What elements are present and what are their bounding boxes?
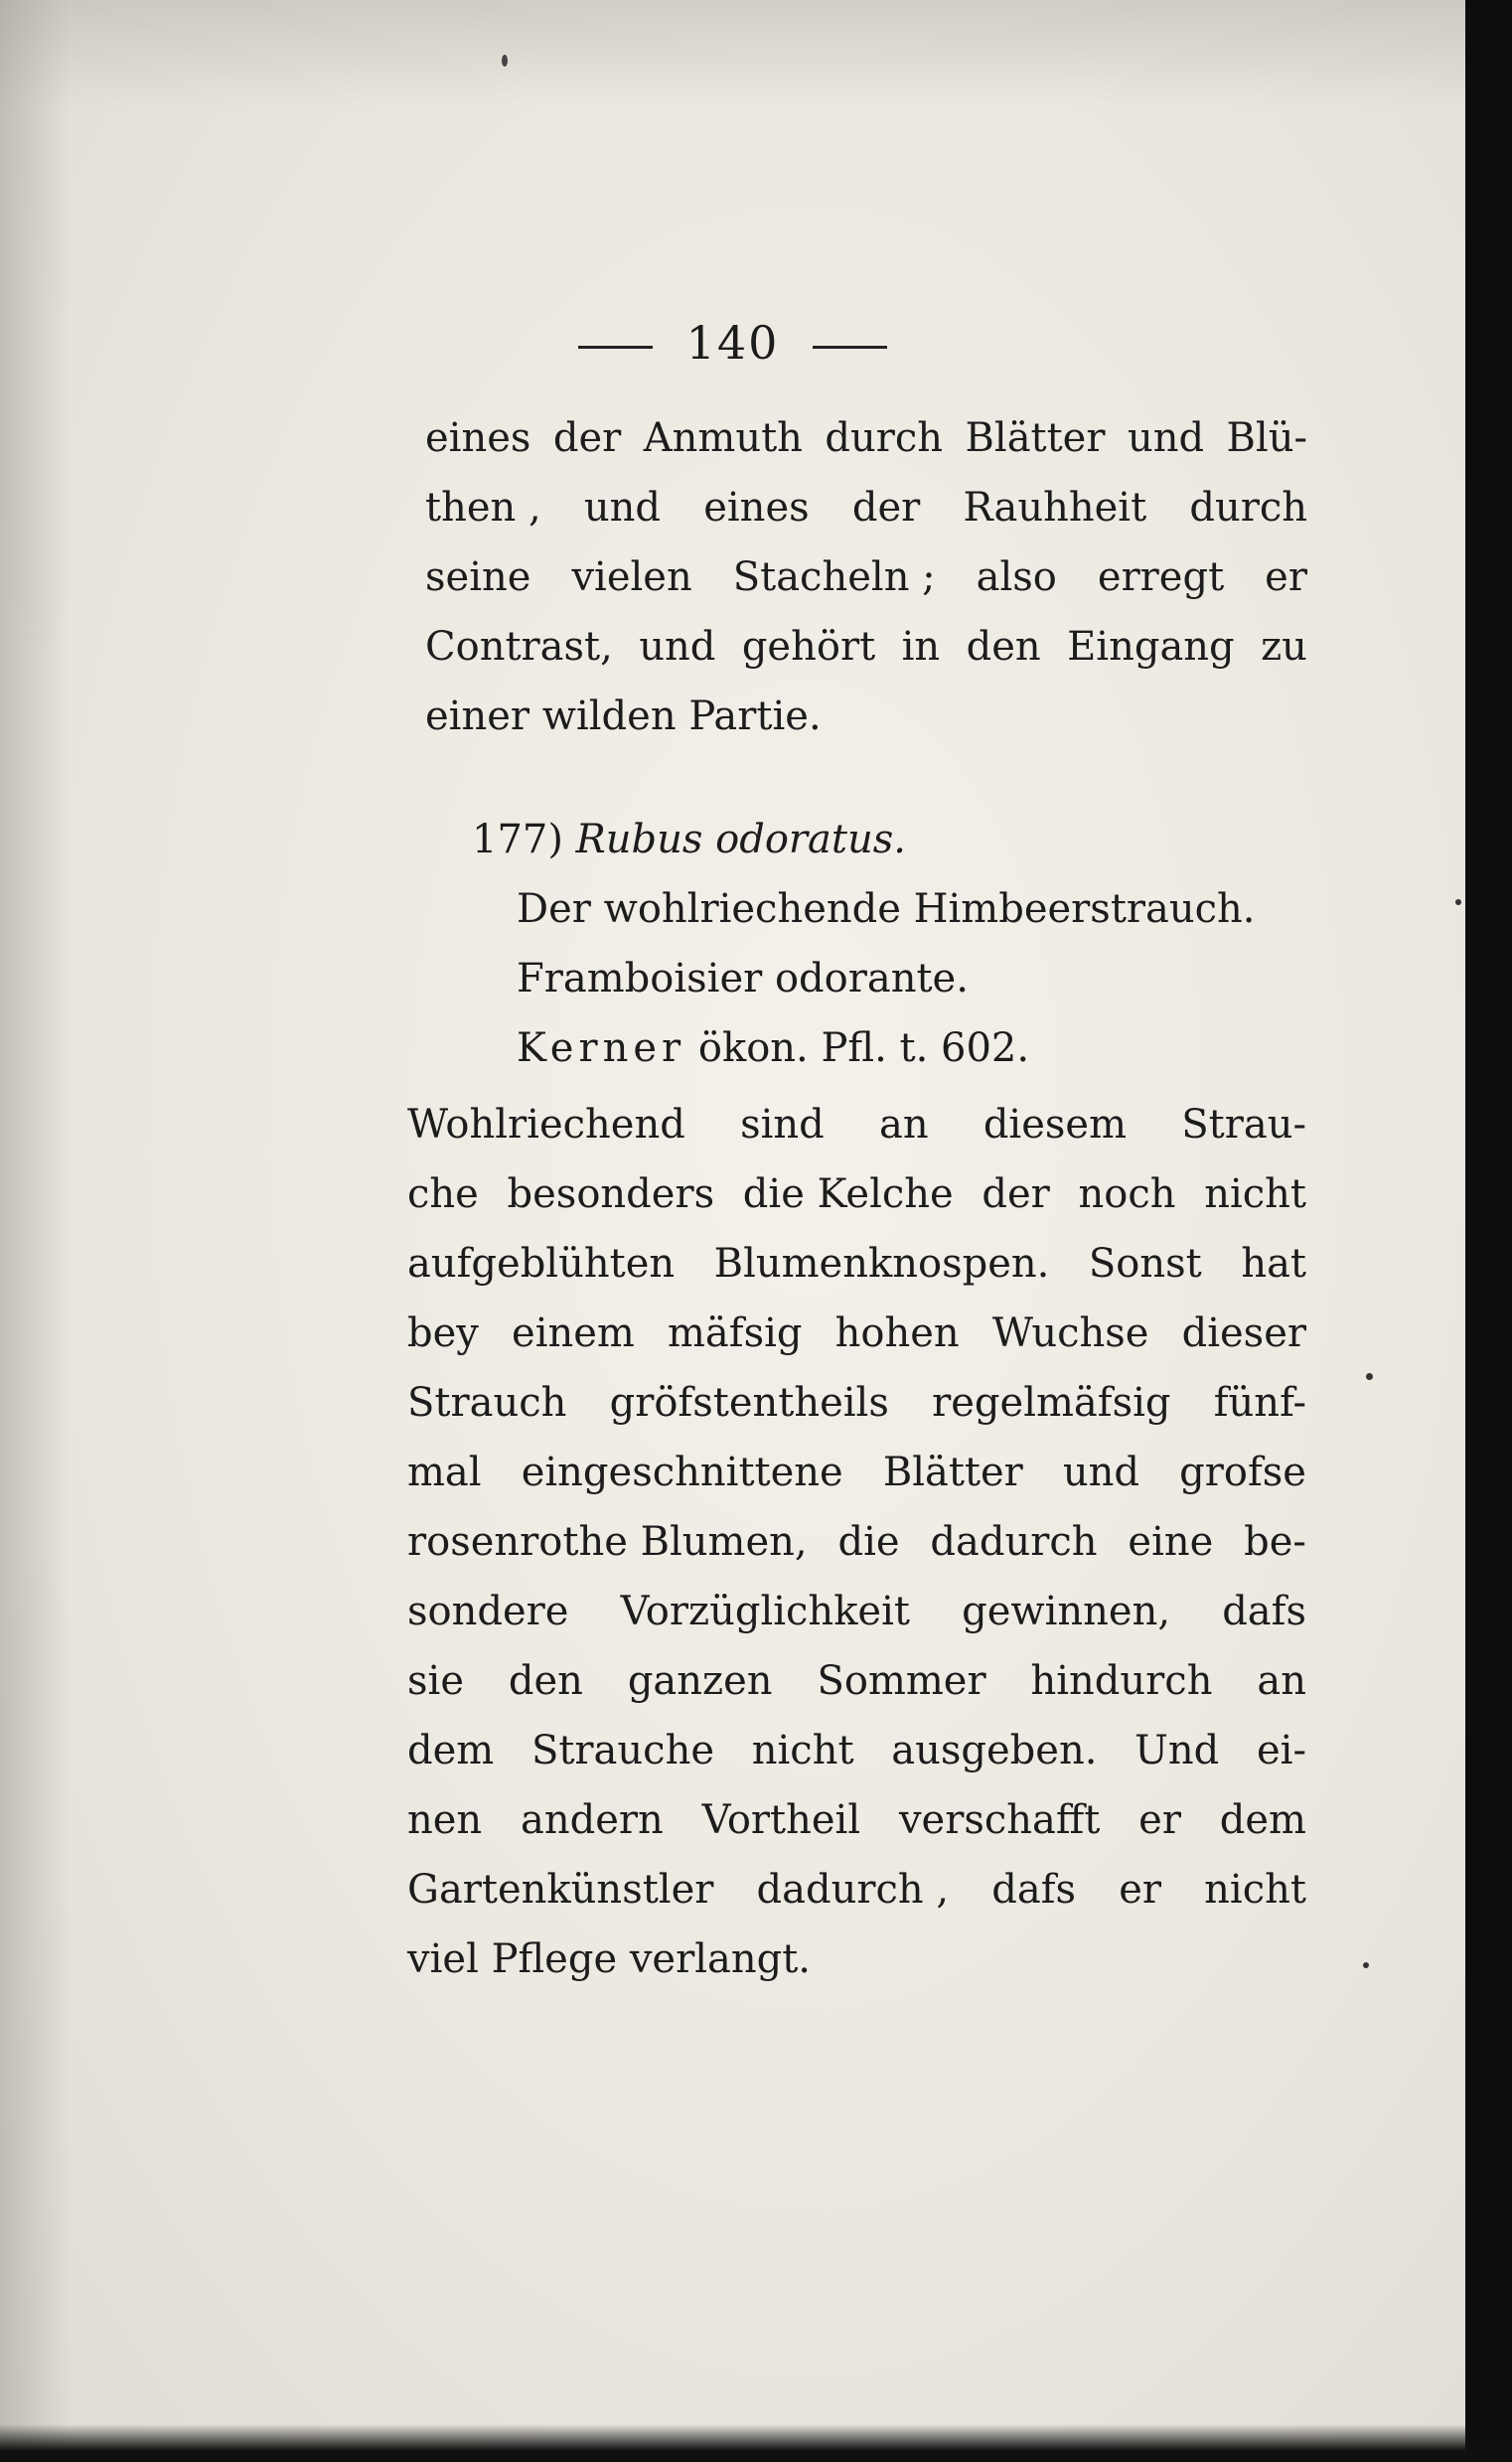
word: Strauche <box>530 1728 714 1773</box>
text-line <box>425 542 1307 612</box>
word: er <box>1265 554 1307 600</box>
word: und <box>1127 415 1205 461</box>
reference-author: Kerner <box>517 1025 686 1071</box>
text-line <box>407 1716 1306 1785</box>
text-line <box>407 1229 1306 1299</box>
word: nicht <box>1204 1867 1306 1913</box>
word: und <box>1062 1450 1140 1495</box>
word: dafs <box>991 1867 1077 1913</box>
word: eingeschnittene <box>521 1450 843 1495</box>
word: durch <box>1189 485 1307 531</box>
word: Blü- <box>1226 415 1307 461</box>
word: Blumenknospen. <box>713 1241 1050 1287</box>
word: hat <box>1241 1241 1306 1287</box>
word: Strauch <box>407 1380 567 1426</box>
word: mal <box>407 1450 482 1495</box>
word: Sommer <box>817 1658 986 1704</box>
entry-latin-name: Rubus odoratus. <box>575 817 906 862</box>
word: be- <box>1244 1519 1306 1565</box>
word: hohen <box>834 1310 960 1356</box>
word: dem <box>407 1728 495 1773</box>
header-dash-left <box>578 346 653 349</box>
page-header <box>0 316 1465 370</box>
word: vielen <box>571 554 692 600</box>
word: dem <box>1219 1797 1306 1843</box>
text-line <box>407 1368 1306 1438</box>
word: Und <box>1134 1728 1220 1773</box>
word: dadurch <box>930 1519 1098 1565</box>
word: gehört <box>741 624 876 670</box>
word: eines <box>703 485 810 531</box>
word: den <box>966 624 1041 670</box>
word: sondere <box>407 1589 569 1634</box>
word: grofse <box>1179 1450 1306 1495</box>
word: Strau- <box>1181 1102 1306 1148</box>
entry-french-name: Framboisier odorante. <box>517 956 969 1001</box>
word: bey <box>407 1310 479 1356</box>
print-speck <box>1455 899 1461 905</box>
word: nicht <box>751 1728 854 1773</box>
word: hindurch <box>1030 1658 1213 1704</box>
word: Blätter <box>965 415 1106 461</box>
entry-title-line <box>472 805 906 874</box>
scan-edge-bottom <box>0 2424 1512 2462</box>
word: an <box>878 1102 929 1148</box>
text-line <box>407 1924 1306 1994</box>
text-line <box>407 1855 1306 1924</box>
word: dieser <box>1181 1310 1306 1356</box>
text-line <box>407 1438 1306 1507</box>
word: Vortheil <box>701 1797 861 1843</box>
word: then , <box>425 485 541 531</box>
text-line <box>425 682 1307 751</box>
header-dash-right <box>813 346 887 349</box>
word: Eingang <box>1067 624 1235 670</box>
word: rosenrothe Blumen, <box>407 1519 808 1565</box>
word: diesem <box>983 1102 1128 1148</box>
text-line <box>407 1785 1306 1855</box>
text-line <box>425 473 1307 542</box>
word: eine <box>1128 1519 1214 1565</box>
word: viel Pflege verlangt. <box>407 1936 812 1982</box>
word: Rauhheit <box>963 485 1147 531</box>
word: zu <box>1261 624 1307 670</box>
word: noch <box>1078 1171 1176 1217</box>
word: der <box>982 1171 1050 1217</box>
word: die Kelche <box>742 1171 954 1217</box>
text-line <box>407 1299 1306 1368</box>
word: einem <box>512 1310 635 1356</box>
text-line <box>425 612 1307 682</box>
reference-rest: ökon. Pfl. t. 602. <box>697 1025 1030 1071</box>
word: einer wilden Partie. <box>425 693 822 739</box>
word: Sonst <box>1088 1241 1202 1287</box>
word: eines <box>425 415 531 461</box>
word: Gartenkünstler <box>407 1867 714 1913</box>
word: und <box>583 485 662 531</box>
word: Wohlriechend <box>407 1102 685 1148</box>
word: er <box>1119 1867 1161 1913</box>
word: fünf- <box>1213 1380 1306 1426</box>
word: er <box>1138 1797 1181 1843</box>
entry-german-name: Der wohlriechende Himbeerstrauch. <box>517 886 1256 932</box>
word: den <box>508 1658 583 1704</box>
entry-number: 177) <box>472 817 563 862</box>
word: ei- <box>1256 1728 1306 1773</box>
text-line <box>407 1577 1306 1646</box>
text-line <box>407 1159 1306 1229</box>
word: verschafft <box>898 1797 1101 1843</box>
word: also <box>976 554 1057 600</box>
scan-edge-right <box>1465 0 1512 2462</box>
print-speck <box>502 55 508 67</box>
entry-reference <box>517 1013 1029 1083</box>
word: aufgeblühten <box>407 1241 676 1287</box>
word: dadurch , <box>756 1867 950 1913</box>
word: Stacheln ; <box>732 554 936 600</box>
word: durch <box>825 415 944 461</box>
word: sind <box>740 1102 825 1148</box>
word: der <box>552 415 622 461</box>
page-number: 140 <box>685 316 780 370</box>
word: nicht <box>1204 1171 1306 1217</box>
text-line <box>425 403 1307 473</box>
word: und <box>639 624 716 670</box>
word: Vorzüglichkeit <box>620 1589 910 1634</box>
word: der <box>851 485 921 531</box>
word: Contrast, <box>425 624 613 670</box>
word: che <box>407 1171 479 1217</box>
word: nen <box>407 1797 483 1843</box>
word: dafs <box>1222 1589 1306 1634</box>
word: ausgeben. <box>891 1728 1098 1773</box>
word: Anmuth <box>643 415 803 461</box>
word: regelmäfsig <box>932 1380 1171 1426</box>
word: besonders <box>507 1171 715 1217</box>
print-speck <box>1366 1373 1373 1380</box>
word: seine <box>425 554 531 600</box>
text-line <box>407 1646 1306 1716</box>
word: gewinnen, <box>962 1589 1171 1634</box>
word: Blätter <box>882 1450 1023 1495</box>
word: erregt <box>1097 554 1225 600</box>
word: an <box>1257 1658 1306 1704</box>
print-speck <box>1363 1962 1369 1968</box>
word: in <box>901 624 941 670</box>
word: sie <box>407 1658 464 1704</box>
text-line <box>407 1090 1306 1159</box>
word: ganzen <box>627 1658 773 1704</box>
text-line <box>407 1507 1306 1577</box>
word: andern <box>521 1797 664 1843</box>
word: gröfstentheils <box>609 1380 889 1426</box>
word: die <box>837 1519 900 1565</box>
word: mäfsig <box>667 1310 803 1356</box>
word: Wuchse <box>991 1310 1149 1356</box>
